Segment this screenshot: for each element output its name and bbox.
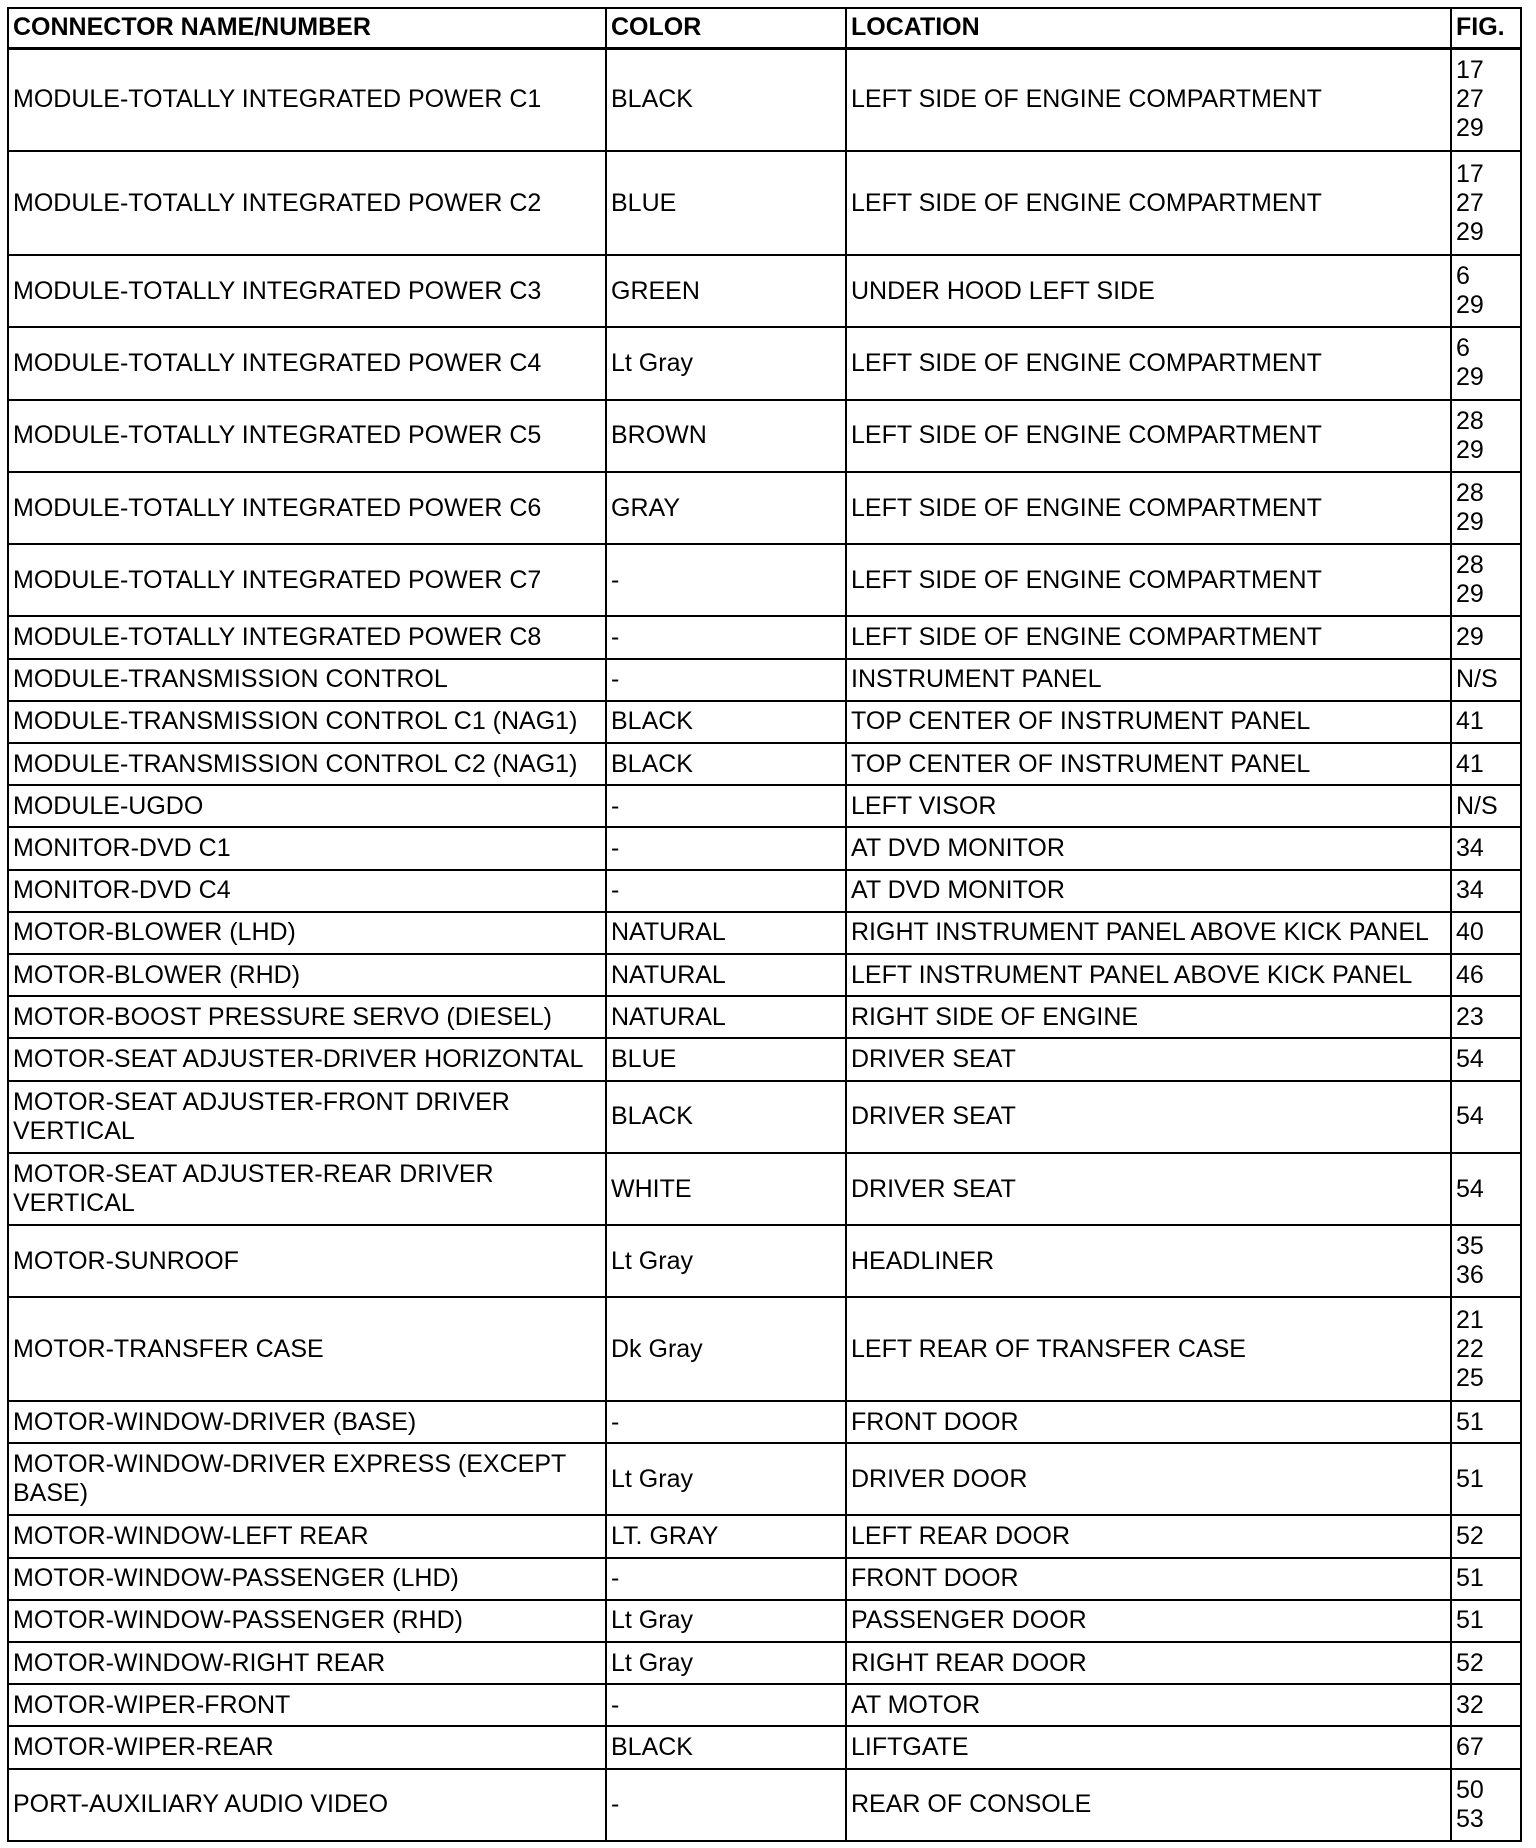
- fig-cell: 23: [1451, 996, 1521, 1038]
- color-cell: -: [606, 1401, 846, 1443]
- table-row: [8, 1443, 1521, 1515]
- table-row: [8, 255, 1521, 327]
- color-cell: -: [606, 870, 846, 912]
- connector-name-cell: MOTOR-SEAT ADJUSTER-REAR DRIVER VERTICAL: [8, 1153, 606, 1225]
- fig-cell: 54: [1451, 1081, 1521, 1153]
- location-cell: RIGHT REAR DOOR: [846, 1642, 1451, 1684]
- color-cell: LT. GRAY: [606, 1515, 846, 1557]
- color-cell: -: [606, 659, 846, 701]
- connector-name-cell: MODULE-TOTALLY INTEGRATED POWER C6: [8, 472, 606, 544]
- fig-cell: 21 22 25: [1451, 1297, 1521, 1400]
- table-row: [8, 1401, 1521, 1443]
- table-row: [8, 616, 1521, 658]
- table-row: [8, 827, 1521, 869]
- connector-name-cell: MOTOR-WINDOW-PASSENGER (RHD): [8, 1600, 606, 1642]
- connector-name-cell: MOTOR-WIPER-REAR: [8, 1726, 606, 1768]
- connector-table: [7, 7, 1522, 1842]
- header-row: [8, 8, 1521, 48]
- fig-cell: 46: [1451, 954, 1521, 996]
- location-cell: DRIVER SEAT: [846, 1038, 1451, 1080]
- color-cell: NATURAL: [606, 996, 846, 1038]
- connector-name-cell: MOTOR-WINDOW-PASSENGER (LHD): [8, 1558, 606, 1600]
- location-cell: FRONT DOOR: [846, 1401, 1451, 1443]
- connector-name-cell: MODULE-TOTALLY INTEGRATED POWER C8: [8, 616, 606, 658]
- table-row: [8, 1726, 1521, 1768]
- color-cell: NATURAL: [606, 912, 846, 954]
- color-cell: GREEN: [606, 255, 846, 327]
- table-row: [8, 659, 1521, 701]
- location-cell: LEFT SIDE OF ENGINE COMPARTMENT: [846, 151, 1451, 254]
- location-cell: DRIVER DOOR: [846, 1443, 1451, 1515]
- connector-name-cell: MOTOR-BOOST PRESSURE SERVO (DIESEL): [8, 996, 606, 1038]
- connector-name-cell: MOTOR-WIPER-FRONT: [8, 1684, 606, 1726]
- table-row: [8, 1515, 1521, 1557]
- location-cell: DRIVER SEAT: [846, 1081, 1451, 1153]
- connector-name-cell: MODULE-TOTALLY INTEGRATED POWER C3: [8, 255, 606, 327]
- location-cell: DRIVER SEAT: [846, 1153, 1451, 1225]
- fig-cell: 52: [1451, 1515, 1521, 1557]
- connector-name-cell: MODULE-TRANSMISSION CONTROL: [8, 659, 606, 701]
- color-cell: Lt Gray: [606, 1642, 846, 1684]
- table-row: [8, 1153, 1521, 1225]
- color-cell: WHITE: [606, 1153, 846, 1225]
- connector-name-cell: MODULE-UGDO: [8, 785, 606, 827]
- location-cell: INSTRUMENT PANEL: [846, 659, 1451, 701]
- table-row: [8, 870, 1521, 912]
- table-row: [8, 1600, 1521, 1642]
- color-cell: Lt Gray: [606, 1443, 846, 1515]
- fig-cell: 67: [1451, 1726, 1521, 1768]
- color-cell: Lt Gray: [606, 327, 846, 399]
- location-cell: LEFT REAR DOOR: [846, 1515, 1451, 1557]
- location-cell: TOP CENTER OF INSTRUMENT PANEL: [846, 701, 1451, 743]
- fig-cell: 6 29: [1451, 255, 1521, 327]
- header-color: COLOR: [606, 8, 846, 48]
- location-cell: LEFT REAR OF TRANSFER CASE: [846, 1297, 1451, 1400]
- color-cell: -: [606, 827, 846, 869]
- table-row: [8, 327, 1521, 399]
- location-cell: FRONT DOOR: [846, 1558, 1451, 1600]
- fig-cell: 28 29: [1451, 400, 1521, 472]
- location-cell: PASSENGER DOOR: [846, 1600, 1451, 1642]
- location-cell: LEFT SIDE OF ENGINE COMPARTMENT: [846, 327, 1451, 399]
- table-row: [8, 48, 1521, 151]
- fig-cell: 28 29: [1451, 472, 1521, 544]
- color-cell: Dk Gray: [606, 1297, 846, 1400]
- connector-name-cell: MONITOR-DVD C4: [8, 870, 606, 912]
- connector-name-cell: MOTOR-SEAT ADJUSTER-DRIVER HORIZONTAL: [8, 1038, 606, 1080]
- fig-cell: 51: [1451, 1600, 1521, 1642]
- color-cell: Lt Gray: [606, 1225, 846, 1297]
- color-cell: -: [606, 544, 846, 616]
- table-row: [8, 954, 1521, 996]
- connector-name-cell: PORT-AUXILIARY AUDIO VIDEO: [8, 1769, 606, 1841]
- color-cell: -: [606, 785, 846, 827]
- fig-cell: 40: [1451, 912, 1521, 954]
- connector-name-cell: MOTOR-WINDOW-DRIVER EXPRESS (EXCEPT BASE): [8, 1443, 606, 1515]
- location-cell: AT DVD MONITOR: [846, 827, 1451, 869]
- fig-cell: 50 53: [1451, 1769, 1521, 1841]
- color-cell: BLUE: [606, 1038, 846, 1080]
- table-body: [8, 48, 1521, 1841]
- fig-cell: 54: [1451, 1038, 1521, 1080]
- fig-cell: 34: [1451, 870, 1521, 912]
- table-row: [8, 1297, 1521, 1400]
- connector-name-cell: MOTOR-SUNROOF: [8, 1225, 606, 1297]
- table-row: [8, 400, 1521, 472]
- color-cell: BROWN: [606, 400, 846, 472]
- connector-name-cell: MODULE-TOTALLY INTEGRATED POWER C1: [8, 48, 606, 151]
- color-cell: -: [606, 1558, 846, 1600]
- table-header: [8, 8, 1521, 48]
- location-cell: LIFTGATE: [846, 1726, 1451, 1768]
- location-cell: HEADLINER: [846, 1225, 1451, 1297]
- fig-cell: 34: [1451, 827, 1521, 869]
- connector-name-cell: MODULE-TOTALLY INTEGRATED POWER C5: [8, 400, 606, 472]
- location-cell: LEFT SIDE OF ENGINE COMPARTMENT: [846, 472, 1451, 544]
- location-cell: LEFT SIDE OF ENGINE COMPARTMENT: [846, 400, 1451, 472]
- table-row: [8, 785, 1521, 827]
- color-cell: -: [606, 1684, 846, 1726]
- connector-name-cell: MODULE-TOTALLY INTEGRATED POWER C4: [8, 327, 606, 399]
- table-row: [8, 1684, 1521, 1726]
- fig-cell: 41: [1451, 701, 1521, 743]
- connector-name-cell: MOTOR-TRANSFER CASE: [8, 1297, 606, 1400]
- location-cell: LEFT VISOR: [846, 785, 1451, 827]
- connector-name-cell: MOTOR-WINDOW-LEFT REAR: [8, 1515, 606, 1557]
- color-cell: BLACK: [606, 1081, 846, 1153]
- color-cell: -: [606, 616, 846, 658]
- location-cell: RIGHT SIDE OF ENGINE: [846, 996, 1451, 1038]
- table-row: [8, 1081, 1521, 1153]
- connector-table-page: [7, 7, 1520, 1842]
- header-location: LOCATION: [846, 8, 1451, 48]
- location-cell: UNDER HOOD LEFT SIDE: [846, 255, 1451, 327]
- location-cell: AT MOTOR: [846, 1684, 1451, 1726]
- connector-name-cell: MOTOR-BLOWER (RHD): [8, 954, 606, 996]
- fig-cell: 51: [1451, 1558, 1521, 1600]
- fig-cell: 29: [1451, 616, 1521, 658]
- color-cell: BLACK: [606, 48, 846, 151]
- location-cell: REAR OF CONSOLE: [846, 1769, 1451, 1841]
- table-row: [8, 996, 1521, 1038]
- fig-cell: 17 27 29: [1451, 48, 1521, 151]
- table-row: [8, 912, 1521, 954]
- table-row: [8, 472, 1521, 544]
- connector-name-cell: MODULE-TRANSMISSION CONTROL C2 (NAG1): [8, 743, 606, 785]
- color-cell: BLUE: [606, 151, 846, 254]
- location-cell: TOP CENTER OF INSTRUMENT PANEL: [846, 743, 1451, 785]
- table-row: [8, 1038, 1521, 1080]
- location-cell: LEFT SIDE OF ENGINE COMPARTMENT: [846, 616, 1451, 658]
- fig-cell: 41: [1451, 743, 1521, 785]
- fig-cell: 28 29: [1451, 544, 1521, 616]
- table-row: [8, 544, 1521, 616]
- table-row: [8, 1769, 1521, 1841]
- table-row: [8, 701, 1521, 743]
- table-row: [8, 1225, 1521, 1297]
- table-row: [8, 1642, 1521, 1684]
- location-cell: LEFT SIDE OF ENGINE COMPARTMENT: [846, 48, 1451, 151]
- connector-name-cell: MOTOR-WINDOW-RIGHT REAR: [8, 1642, 606, 1684]
- fig-cell: 51: [1451, 1401, 1521, 1443]
- table-row: [8, 151, 1521, 254]
- fig-cell: 35 36: [1451, 1225, 1521, 1297]
- connector-name-cell: MOTOR-BLOWER (LHD): [8, 912, 606, 954]
- header-fig: FIG.: [1451, 8, 1521, 48]
- connector-name-cell: MONITOR-DVD C1: [8, 827, 606, 869]
- fig-cell: 6 29: [1451, 327, 1521, 399]
- connector-name-cell: MODULE-TOTALLY INTEGRATED POWER C2: [8, 151, 606, 254]
- location-cell: RIGHT INSTRUMENT PANEL ABOVE KICK PANEL: [846, 912, 1451, 954]
- fig-cell: 51: [1451, 1443, 1521, 1515]
- fig-cell: 32: [1451, 1684, 1521, 1726]
- fig-cell: N/S: [1451, 785, 1521, 827]
- location-cell: LEFT SIDE OF ENGINE COMPARTMENT: [846, 544, 1451, 616]
- fig-cell: 54: [1451, 1153, 1521, 1225]
- header-connector-name: CONNECTOR NAME/NUMBER: [8, 8, 606, 48]
- connector-name-cell: MOTOR-SEAT ADJUSTER-FRONT DRIVER VERTICAL: [8, 1081, 606, 1153]
- table-row: [8, 743, 1521, 785]
- fig-cell: 17 27 29: [1451, 151, 1521, 254]
- fig-cell: N/S: [1451, 659, 1521, 701]
- location-cell: LEFT INSTRUMENT PANEL ABOVE KICK PANEL: [846, 954, 1451, 996]
- color-cell: Lt Gray: [606, 1600, 846, 1642]
- connector-name-cell: MODULE-TRANSMISSION CONTROL C1 (NAG1): [8, 701, 606, 743]
- color-cell: GRAY: [606, 472, 846, 544]
- color-cell: BLACK: [606, 1726, 846, 1768]
- location-cell: AT DVD MONITOR: [846, 870, 1451, 912]
- color-cell: NATURAL: [606, 954, 846, 996]
- color-cell: -: [606, 1769, 846, 1841]
- connector-name-cell: MODULE-TOTALLY INTEGRATED POWER C7: [8, 544, 606, 616]
- fig-cell: 52: [1451, 1642, 1521, 1684]
- table-row: [8, 1558, 1521, 1600]
- color-cell: BLACK: [606, 701, 846, 743]
- color-cell: BLACK: [606, 743, 846, 785]
- connector-name-cell: MOTOR-WINDOW-DRIVER (BASE): [8, 1401, 606, 1443]
